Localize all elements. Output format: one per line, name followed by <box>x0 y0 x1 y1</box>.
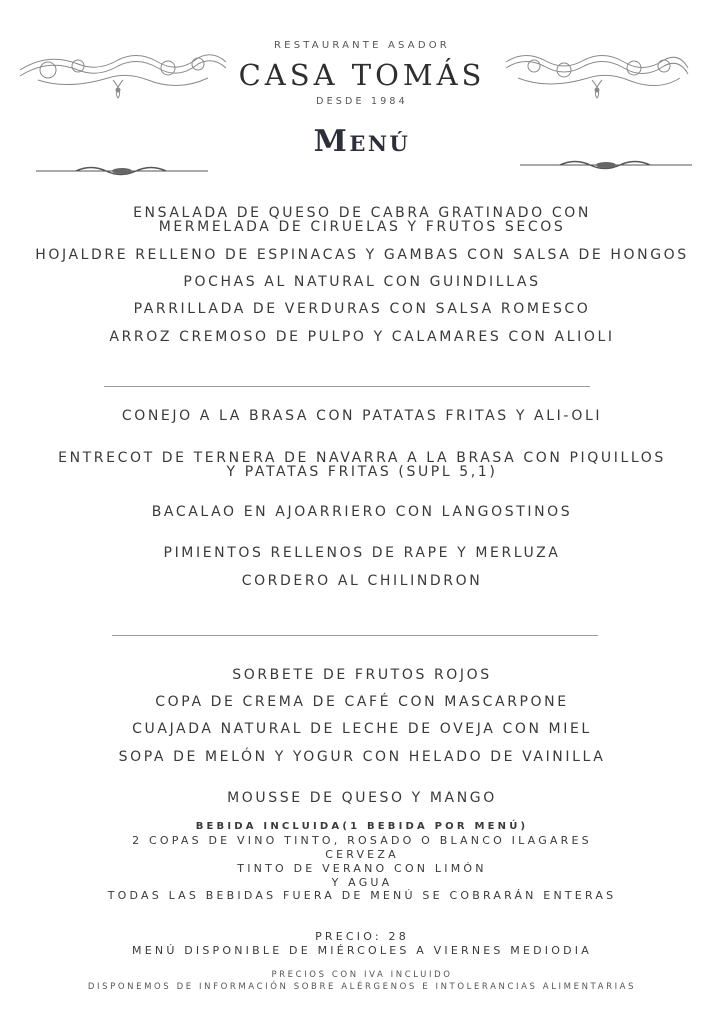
dessert-item: COPA DE CREMA DE CAFÉ CON MASCARPONE <box>155 694 569 710</box>
starter-item: HOJALDRE RELLENO DE ESPINACAS Y GAMBAS CON SALSA DE HONGOS <box>35 247 689 263</box>
drink-line: Y AGUA <box>331 876 393 889</box>
drink-line: 2 COPAS DE VINO TINTO, ROSADO O BLANCO ILAGARES <box>132 834 592 847</box>
starter-item: ARROZ CREMOSO DE PULPO Y CALAMARES CON ALIOLI <box>109 329 615 345</box>
menu-title: Menú <box>313 124 411 159</box>
drinks-heading: BEBIDA INCLUIDA(1 BEBIDA POR MENÚ) <box>195 821 529 832</box>
starter-item: ENSALADA DE QUESO DE CABRA GRATINADO CON <box>133 205 591 221</box>
allergen-note: DISPONEMOS DE INFORMACIÓN SOBRE ALÉRGENOS E INTOLERANCIAS ALIMENTARIAS <box>87 982 637 992</box>
vat-note: PRECIOS CON IVA INCLUIDO <box>271 970 453 980</box>
starter-item-continued: MERMELADA DE CIRUELAS Y FRUTOS SECOS <box>158 219 566 235</box>
dessert-item: SOPA DE MELÓN Y YOGUR CON HELADO DE VAINILLA <box>118 749 606 765</box>
price-label: PRECIO: 28 <box>315 930 409 943</box>
starter-item: PARRILLADA DE VERDURAS CON SALSA ROMESCO <box>133 301 591 317</box>
availability-note: MENÚ DISPONIBLE DE MIÉRCOLES A VIERNES MEDIODIA <box>132 944 592 957</box>
dessert-item: MOUSSE DE QUESO Y MANGO <box>227 790 497 806</box>
main-item: PIMIENTOS RELLENOS DE RAPE Y MERLUZA <box>163 545 561 561</box>
dessert-item: SORBETE DE FRUTOS ROJOS <box>232 667 492 683</box>
founded-label: DESDE 1984 <box>316 96 408 107</box>
section-divider <box>112 635 598 636</box>
restaurant-kicker: RESTAURANTE ASADOR <box>274 40 450 51</box>
main-item: BACALAO EN AJOARRIERO CON LANGOSTINOS <box>151 504 573 520</box>
drinks-note: TODAS LAS BEBIDAS FUERA DE MENÚ SE COBRARÁN ENTERAS <box>107 889 617 902</box>
starter-item: POCHAS AL NATURAL CON GUINDILLAS <box>183 274 541 290</box>
main-item: CONEJO A LA BRASA CON PATATAS FRITAS Y ALI-OLI <box>121 408 603 424</box>
drink-line: TINTO DE VERANO CON LIMÓN <box>237 862 487 875</box>
section-divider <box>104 386 590 387</box>
main-item: CORDERO AL CHILINDRON <box>241 573 483 589</box>
dessert-item: CUAJADA NATURAL DE LECHE DE OVEJA CON MIEL <box>132 721 592 737</box>
divider-right-ornament <box>520 158 692 172</box>
main-item: ENTRECOT DE TERNERA DE NAVARRA A LA BRASA CON PIQUILLOS <box>58 450 666 466</box>
drink-line: CERVEZA <box>325 848 399 861</box>
restaurant-name: CASA TOMÁS <box>238 58 486 92</box>
main-item-continued: Y PATATAS FRITAS (SUPL 5,1) <box>226 464 498 480</box>
divider-left-ornament <box>36 164 208 178</box>
